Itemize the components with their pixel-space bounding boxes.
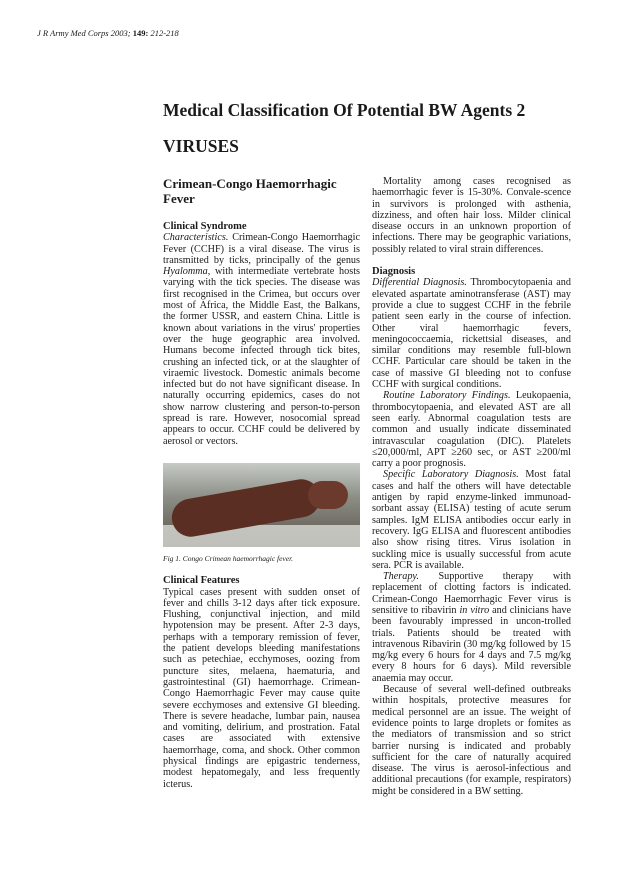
differential-label: Differential Diagnosis. (372, 277, 467, 289)
routine-lab-paragraph (372, 390, 571, 469)
characteristics-paragraph (163, 232, 360, 447)
clinical-features-paragraph: Typical cases present with sudden onset of fever and chills 3-12 days after tick exposure. Flushing, conjunctival injection, and mild hypotension may be present. After 2-3 days, perhaps with a temporary remission of fever, the patient develops bleeding manifestations such as petechiae, ecchymoses, oozing from puncture sites, melaena, haematuria, and gastrointestinal (GI) haemorrhage. Crimean-Congo Haemorrhagic Fever may cause quite severe ecchymoses and extensive GI bleeding. There is severe headache, lumbar pain, nausea and vomiting, delirium, and prostration. Fatal cases are associated with extensive haemorrhage, coma, and shock. Other common physical findings are epigastric tenderness, modest hepatomegaly, and less frequently icterus. (163, 586, 360, 790)
diagnosis-heading: Diagnosis (372, 266, 416, 278)
journal-year: 2003; (110, 28, 131, 38)
clinical-features-heading: Clinical Features (163, 575, 240, 587)
in-vitro: in vitro (459, 604, 490, 616)
photo-hand (308, 481, 348, 509)
therapy-text-1: Supportive therapy with replacement of clotting factors is indicated. Crimean-Congo Haemorrhagic Fever virus is sensitive to ribavirin (372, 571, 571, 616)
specific-lab-text: Most fatal cases and half the others will have detectable antigen by rapid enzyme-linked immunoad-sorbant assay (ELISA) testing of acute serum samples. IgM ELISA antibodies occur early in recovery. IgG ELISA and fluorescent antibodies also show rising titres. Virus isolation in suckling mice is usually successful from acute sera. PCR is available. (372, 469, 572, 571)
specific-lab-label: Specific Laboratory Diagnosis. (383, 469, 519, 481)
characteristics-text-1: Crimean-Congo Haemorrhagic Fever (CCHF) is a viral disease. The virus is transmitted by ticks, principally of the genus (163, 232, 360, 266)
characteristics-label: Characteristics. (163, 232, 229, 244)
genus-name: Hyalomma (163, 266, 208, 278)
patient-arm-photo (163, 463, 360, 547)
therapy-text-2: and clinicians have been favourably impressed in uncon-trolled trials. Patients should be treated with intravenous Ribavirin (30 mg/kg followed by 15 mg/kg every 6 hours for 4 days and 7.5 mg/kg every 8 hours for 6 days). Mild reversible anaemia may occur. (372, 604, 571, 684)
article-title: Medical Classification Of Potential BW Agents 2 (163, 100, 526, 120)
routine-lab-text: Leukopaenia, thrombocytopaenia, and elevated AST are all seen early. Abnormal coagulation tests are common and usually indicate disseminated intravascular coagulation (DIC). Platelets ≤20,000/ml, APT ≥260 sec, or AST ≥200/ml carry a poor prognosis. (372, 390, 572, 470)
right-column (372, 176, 571, 797)
journal-name: J R Army Med Corps (37, 28, 109, 38)
running-head (37, 28, 179, 38)
clinical-syndrome-heading: Clinical Syndrome (163, 221, 247, 232)
differential-text: Thrombocytopaenia and elevated aspartate aminotransferase (AST) may provide a clue to suggest CCHF in the febrile patient seen early in the course of infection. Other viral haemorrhagic fevers, meningococcaemia, rickettsial diseases, and similar conditions may resemble full-blown CCHF. Particular care should be taken in the case of massive GI bleeding not to confuse CCHF with surgical conditions. (372, 277, 571, 391)
characteristics-text-2: , with intermediate vertebrate hosts varying with the tick species. The disease was first recognised in the Crimea, but occurs over most of Africa, the Middle East, the Balkans, the former USSR, and eastern China. Little is known about variations in the virus' properties over the huge geographic area involved. Humans become infected through tick bites, crushing an infected tick, or at the slaughter of viraemic livestock. Domestic animals become infected but do not have significant disease. In naturally occurring epidemics, cases do not show narrow clustering and person-to-person spread is rare. However, nosocomial spread appears to occur. CCHF could be delivered by aerosol or vectors. (163, 266, 360, 447)
disease-title: Crimean-Congo Haemorrhagic Fever (163, 176, 337, 206)
left-column (163, 176, 360, 790)
journal-volume: 149: (132, 28, 149, 38)
journal-pages: 212-218 (150, 28, 179, 38)
figure-caption: Fig 1. Congo Crimean haemorrhagic fever. (163, 553, 294, 563)
outbreaks-paragraph: Because of several well-defined outbreaks within hospitals, protective measures for medical personnel are an issue. The weight of evidence points to large droplets or fomites as the mediators of transmission and so strict barrier nursing is indicated and probably sufficient for the care of naturally acquired disease. The virus is aerosol-infectious and additional precautions (for example, respirators) might be considered in a BW setting. (372, 684, 571, 797)
therapy-paragraph (372, 571, 571, 684)
routine-lab-label: Routine Laboratory Findings. (383, 390, 511, 402)
therapy-label: Therapy. (383, 571, 419, 583)
section-heading: VIRUSES (163, 136, 239, 156)
spacer (372, 255, 571, 266)
spacer (163, 564, 360, 575)
specific-lab-paragraph (372, 469, 571, 571)
mortality-paragraph: Mortality among cases recognised as haemorrhagic fever is 15-30%. Convale-scence in survivors is prolonged with asthenia, dizziness, and often hair loss. Milder clinical disease occurs in an unknown proportion of infections. There may be geographic variations, possibly related to viral strain differences. (372, 176, 571, 255)
differential-paragraph (372, 277, 571, 390)
